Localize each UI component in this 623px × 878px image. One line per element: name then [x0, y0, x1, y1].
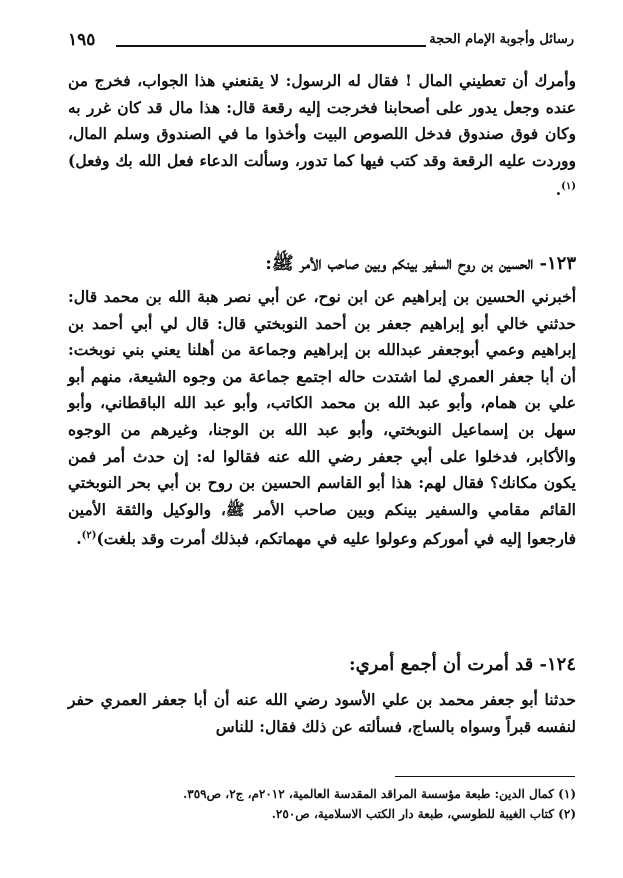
footnote-ref-1: (١): [561, 181, 576, 193]
section-heading-124: ١٢٤- قد أمرت أن أجمع أمري:: [348, 654, 576, 675]
footnote-ref-2: (٢): [81, 530, 97, 542]
header-rule: [116, 45, 426, 47]
page-number: ١٩٥: [68, 30, 96, 50]
paragraph-2: أخبرني الحسين بن إبراهيم عن ابن نوح، عن أبي نصر هبة الله بن محمد قال: حدثني خالي أبو إبراهيم جعفر بن أحمد النوبختي قال: قال لي أبي أحمد بن إبراهيم وعمي أبوجعفر عبدالله بن إبراهيم وجماعة من أهلنا يعني بني نوبخت: أن أبا جعفر العمري لما اشتدت حاله اجتمع جماعة من وجوه الشيعة، منهم أبو علي بن همام، وأبو عبد الله بن محمد الكاتب، وأبو عبد الله الباقطاني، وأبو سهل بن إسماعيل النوبختي، وأبو عبد الله بن الوجنا، وغيرهم من الوجوه والأكابر، فدخلوا على أبي جعفر رضي الله عنه فقالوا له: إن حدث أمر فمن يكون مكانك؟ فقال لهم: هذا أبو القاسم الحسين بن روح بن أبي بحر النوبختي القائم مقامي والسفير بينكم وبين صاحب الأمر ﷺ، والوكيل والثقة الأمين فارجعوا إليه في أموركم وعولوا عليه في مهماتكم، فبذلك أمرت وقد بلغت)$^{(٢)}$.: [68, 287, 576, 549]
section-123: [68, 250, 576, 553]
footnote-2: (٢) كتاب الغيبة للطوسي، طبعة دار الكتب الاسلامية، ص٢٥٠.: [271, 807, 576, 821]
running-title: رسائل وأجوبة الإمام الحجة: [429, 32, 574, 47]
section-heading-123: ١٢٣- الحسين بن روح السفير بينكم وبين صاحب الأمر ﷺ:: [265, 253, 576, 274]
body-block-1: [68, 68, 576, 204]
paragraph-1: وأمرك أن تعطيني المال ! فقال له الرسول: لا يقنعني هذا الجواب، فخرج من عنده وجعل يدور على أصحابنا فخرجت إليه رقعة قال: هذا مال قد كان غرر به وكان فوق صندوق فدخل اللصوص البيت وأخذوا ما في الصندوق وسلم المال، ووردت عليه الرقعة وقد كتب فيها كما تدور، وسألت الدعاء فعل الله بك وفعل)$^{(١)}$.: [68, 71, 576, 200]
footnotes: [68, 784, 576, 824]
page-header: [68, 30, 574, 54]
section-124: [68, 651, 576, 740]
footnote-1: (١) كمال الدين: طبعة مؤسسة المراقد المقدسة العالمية، ٢٠١٢م، ج٢، ص٣٥٩.: [183, 787, 576, 801]
paragraph-2-text: أخبرني الحسين بن إبراهيم عن ابن نوح، عن أبي نصر هبة الله بن محمد قال: حدثني خالي أبو إبراهيم جعفر بن أحمد النوبختي قال: قال لي أبي أحمد بن إبراهيم وعمي أبوجعفر عبدالله بن إبراهيم وجماعة من أهلنا يعني بني نوبخت: أن أبا جعفر العمري لما اشتدت حاله اجتمع جماعة من وجوه الشيعة، منهم أبو علي بن همام، وأبو عبد الله بن محمد الكاتب، وأبو عبد الله الباقطاني، وأبو سهل بن إسماعيل النوبختي، وأبو عبد الله بن الوجنا، وغيرهم من الوجوه والأكابر، فدخلوا على أبي جعفر رضي الله عنه فقالوا له: إن حدث أمر فمن يكون مكانك؟ فقال لهم: هذا أبو القاسم الحسين بن روح بن أبي بحر النوبختي القائم مقامي والسفير بينكم وبين صاحب الأمر ﷺ، والوكيل والثقة الأمين فارجعوا إليه في أموركم وعولوا عليه في مهماتكم، فبذلك أمرت وقد بلغت): [68, 287, 576, 549]
footnote-separator: [395, 776, 575, 777]
paragraph-3: حدثنا أبو جعفر محمد بن علي الأسود رضي الله عنه أن أبا جعفر العمري حفر لنفسه قبراً وسواه بالساج، فسألته عن ذلك فقال: للناس: [68, 690, 576, 736]
paragraph-1-text: وأمرك أن تعطيني المال ! فقال له الرسول: لا يقنعني هذا الجواب، فخرج من عنده وجعل يدور على أصحابنا فخرجت إليه رقعة قال: هذا مال قد كان غرر به وكان فوق صندوق فدخل اللصوص البيت وأخذوا ما في الصندوق وسلم المال، ووردت عليه الرقعة وقد كتب فيها كما تدور، وسألت الدعاء فعل الله بك وفعل): [68, 71, 576, 170]
